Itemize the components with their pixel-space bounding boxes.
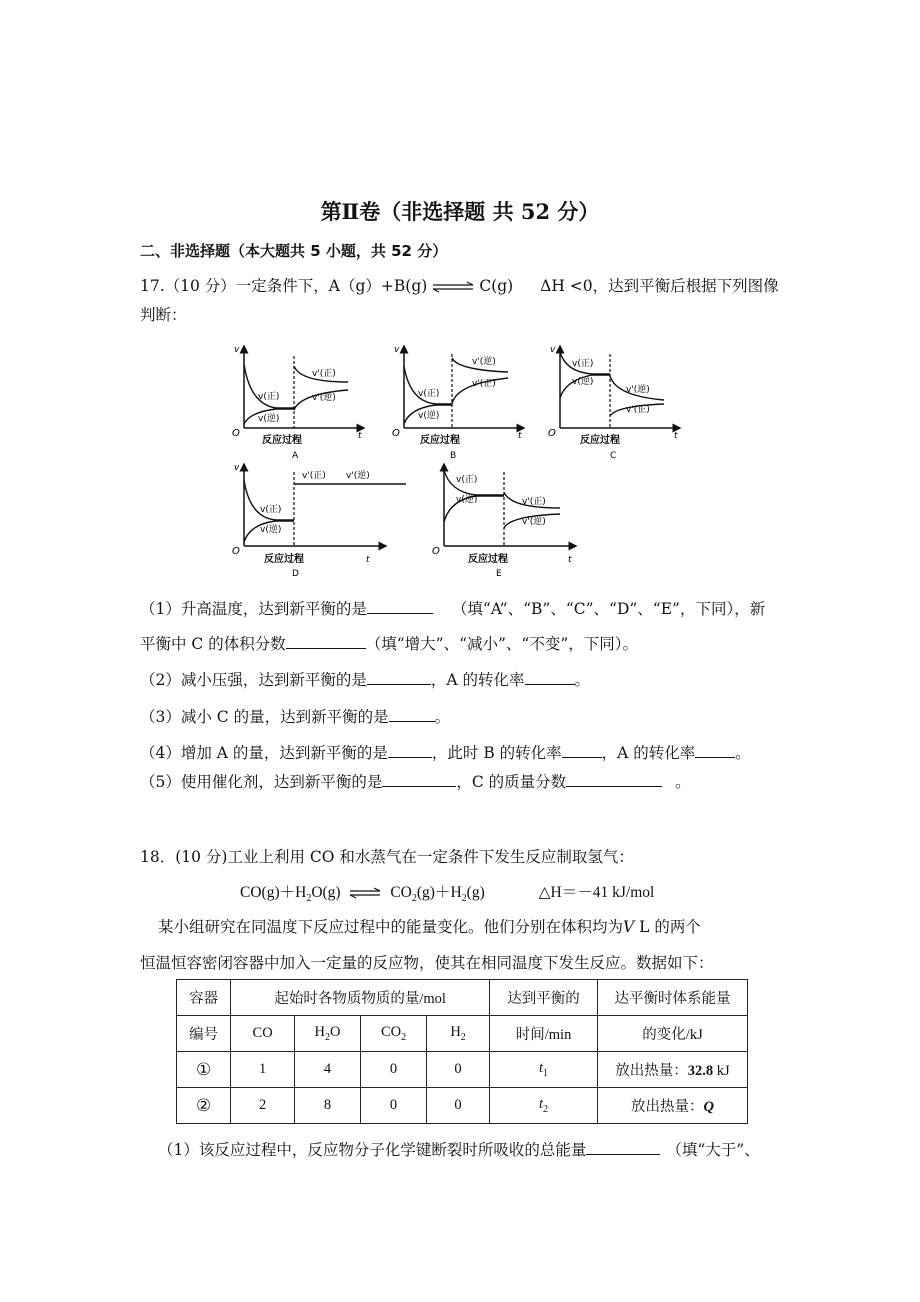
- q18-stem: 18．(10 分)工业上利用 CO 和水蒸气在一定条件下发生反应制取氢气：: [140, 848, 634, 866]
- graph-c-caption: C: [610, 451, 617, 461]
- q17-p1b: （填“A”、“B”、“C”、“D”、“E”，下同），新: [451, 600, 766, 618]
- graph-a-label-v2-zheng: v'(正): [312, 369, 336, 379]
- row2-h2: 0: [427, 1088, 490, 1124]
- row2-energy-label: 放出热量：: [631, 1099, 704, 1115]
- data-table: [176, 979, 748, 1124]
- graph-d-label-v2-ni: v'(逆): [346, 471, 370, 481]
- graph-c: [548, 345, 680, 461]
- graph-d-caption: D: [292, 569, 299, 576]
- table-subheader-row: [177, 1016, 748, 1052]
- q17-p2c: 。: [574, 671, 591, 689]
- answer-blank[interactable]: [388, 743, 432, 758]
- rate-graphs-figure: [218, 336, 798, 576]
- row2-co2: 0: [361, 1088, 427, 1124]
- th-container2: 编号: [177, 1016, 231, 1052]
- q18-para2: 恒温恒容密闭容器中加入一定量的反应物，使其在相同温度下发生反应。数据如下：: [140, 954, 714, 972]
- q18-equation: [240, 880, 654, 904]
- th-h2o-o: O: [329, 1024, 341, 1041]
- answer-blank[interactable]: [695, 743, 735, 758]
- row1-co: 1: [231, 1052, 295, 1088]
- equilibrium-arrow-icon: [431, 281, 475, 293]
- graph-a-caption: A: [292, 451, 299, 461]
- th-h2o-sub: 2: [324, 1031, 330, 1043]
- eq-right3: (g): [466, 884, 485, 901]
- graph-e-label-v-ni: v(逆): [456, 495, 478, 505]
- q17-p3b: 。: [434, 708, 451, 726]
- th-h2-h: H: [450, 1024, 461, 1041]
- graph-c-label-v-ni: v(逆): [572, 377, 594, 387]
- eq-right: CO: [390, 884, 412, 901]
- graph-a-label-v-zheng: v(正): [258, 392, 280, 402]
- row2-h2o: 8: [294, 1088, 360, 1124]
- answer-blank[interactable]: [586, 1140, 660, 1155]
- th-energy2: 的变化/kJ: [598, 1016, 748, 1052]
- row2-no: ②: [177, 1088, 231, 1124]
- q17-p5c: 。: [675, 773, 691, 791]
- graph-e-label-v2-ni: v'(逆): [522, 517, 546, 527]
- eq-right2: (g)＋H: [416, 884, 462, 901]
- graph-b-axis-o: O: [392, 428, 400, 439]
- graph-c-label-v2-zheng: v'(正): [626, 405, 650, 415]
- th-co2: [361, 1016, 427, 1052]
- graph-b-label-v2-zheng: v'(正): [472, 379, 496, 389]
- graph-a-xlabel: 反应过程: [262, 435, 302, 446]
- q17-p4d: 。: [735, 744, 751, 762]
- graph-a-label-v2-ni: v'(逆): [312, 393, 336, 403]
- page-title: 第Ⅱ卷（非选择题 共 52 分）: [320, 199, 600, 224]
- q17-p2b: ，A 的转化率: [430, 671, 525, 689]
- eq-delta-h: △H＝－41 kJ/mol: [538, 884, 655, 901]
- section-heading: 二、非选择题（本大题共 5 小题，共 52 分）: [140, 242, 448, 260]
- row2-energy-value: Q: [703, 1099, 714, 1115]
- th-h2o-h: H: [314, 1024, 325, 1041]
- graph-b: [392, 345, 524, 461]
- row1-energy-value: 32.8: [687, 1063, 714, 1079]
- graph-e: [432, 464, 576, 576]
- q17-p4c: ，A 的转化率: [601, 744, 696, 762]
- row1-energy-unit: kJ: [713, 1063, 730, 1079]
- th-co: CO: [231, 1016, 295, 1052]
- graph-d: [232, 463, 406, 576]
- graph-d-label-v2-zheng: v'(正): [302, 471, 326, 481]
- answer-blank[interactable]: [389, 707, 435, 722]
- row1-h2o: 4: [294, 1052, 360, 1088]
- row2-co: 2: [231, 1088, 295, 1124]
- th-co2-co: CO: [380, 1024, 402, 1041]
- graph-c-label-v-zheng: v(正): [572, 359, 594, 369]
- eq-right-sub: 2: [411, 893, 417, 905]
- graph-d-xlabel: 反应过程: [264, 554, 304, 565]
- q18-p1a: （1）该反应过程中，反应物分子化学键断裂时所吸收的总能量: [158, 1141, 587, 1159]
- q17-part5: [140, 770, 691, 792]
- q17-part1-line2: [140, 632, 638, 654]
- q17-part1-line1: [140, 597, 765, 619]
- graph-d-label-v-zheng: v(正): [260, 505, 282, 515]
- row2-energy: [598, 1088, 748, 1124]
- th-h2-sub: 2: [460, 1031, 466, 1043]
- graph-b-label-v-ni: v(逆): [418, 411, 440, 421]
- row1-h2: 0: [427, 1052, 490, 1088]
- answer-blank[interactable]: [367, 599, 433, 614]
- graph-d-axis-t: t: [366, 555, 370, 565]
- graph-a-axis-o: O: [232, 428, 240, 439]
- th-container1: 容器: [177, 980, 231, 1016]
- graph-b-axis-v: v: [394, 345, 400, 355]
- graph-c-label-v2-ni: v'(逆): [626, 385, 650, 395]
- table-row: [177, 1052, 748, 1088]
- answer-blank[interactable]: [566, 772, 662, 787]
- graph-e-caption: E: [496, 569, 502, 576]
- graph-c-axis-t: t: [674, 431, 678, 441]
- q18-para1a: 某小组研究在同温度下反应过程中的能量变化。他们分别在体积均为: [158, 918, 624, 936]
- graph-c-axis-v: v: [550, 345, 556, 355]
- th-co2-sub: 2: [401, 1031, 407, 1043]
- graph-e-label-v2-zheng: v'(正): [522, 497, 546, 507]
- table-header-row: [177, 980, 748, 1016]
- equilibrium-arrow-icon: [348, 887, 382, 899]
- row1-energy-label: 放出热量：: [615, 1063, 688, 1079]
- graph-b-axis-t: t: [518, 431, 522, 441]
- q17-stem: [140, 274, 779, 296]
- graph-e-axis-t: t: [568, 555, 572, 565]
- q17-stem-b: C(g): [479, 277, 514, 295]
- th-energy1: 达平衡时体系能量: [598, 980, 748, 1016]
- graph-d-axis-o: O: [232, 546, 240, 557]
- graph-a-axis-t: t: [358, 431, 362, 441]
- q17-p4a: （4）增加 A 的量，达到新平衡的是: [140, 744, 388, 762]
- graph-d-label-v-ni: v(逆): [260, 525, 282, 535]
- q17-p3a: （3）减小 C 的量，达到新平衡的是: [140, 708, 389, 726]
- graph-e-xlabel: 反应过程: [468, 554, 508, 565]
- q18-para1b: L 的两个: [634, 918, 701, 936]
- graph-c-axis-o: O: [548, 428, 556, 439]
- q17-stem-a: 17.（10 分）一定条件下，A（g）+B(g): [140, 277, 428, 295]
- row2-time: [490, 1088, 598, 1124]
- q17-p1c: 平衡中 C 的体积分数: [140, 635, 286, 653]
- th-h2o: [294, 1016, 360, 1052]
- graph-d-axis-v: v: [234, 463, 240, 473]
- q17-p2a: （2）减小压强，达到新平衡的是: [140, 671, 367, 689]
- q17-p5a: （5）使用催化剂，达到新平衡的是: [140, 773, 383, 791]
- q18-p1b: （填“大于”、: [666, 1141, 760, 1159]
- th-h2: [427, 1016, 490, 1052]
- q18-para1-v: V: [623, 918, 635, 936]
- row1-energy: [598, 1052, 748, 1088]
- row1-no: ①: [177, 1052, 231, 1088]
- answer-blank[interactable]: [382, 772, 456, 787]
- eq-left: CO(g)＋H: [240, 884, 307, 901]
- eq-right-sub2: 2: [461, 893, 467, 905]
- graph-a: [232, 345, 364, 461]
- q17-p1d: （填“增大”、“减小”、“不变”，下同）。: [365, 635, 639, 653]
- row2-time-sub: 2: [543, 1103, 549, 1115]
- eq-left2: O(g): [311, 884, 341, 901]
- q17-part2: [140, 668, 590, 690]
- q17-part3: [140, 705, 450, 727]
- answer-blank[interactable]: [367, 670, 431, 685]
- q17-p5b: ，C 的质量分数: [456, 773, 567, 791]
- row1-time: [490, 1052, 598, 1088]
- graph-a-axis-v: v: [234, 345, 240, 355]
- answer-blank[interactable]: [286, 634, 366, 649]
- row2-time-t: t: [539, 1096, 544, 1113]
- q17-p1a: （1）升高温度，达到新平衡的是: [140, 600, 367, 618]
- answer-blank[interactable]: [562, 743, 602, 758]
- graph-c-xlabel: 反应过程: [580, 435, 620, 446]
- eq-left-sub: 2: [306, 893, 312, 905]
- th-initial: 起始时各物质物质的量/mol: [231, 980, 490, 1016]
- row1-time-sub: 1: [543, 1067, 549, 1079]
- q18-para1: [158, 915, 701, 937]
- q17-part4: [140, 741, 751, 763]
- th-time2: 时间/min: [490, 1016, 598, 1052]
- graph-b-label-v-zheng: v(正): [418, 389, 440, 399]
- graph-b-xlabel: 反应过程: [420, 435, 460, 446]
- graph-a-label-v-ni: v(逆): [258, 414, 280, 424]
- th-time1: 达到平衡的: [490, 980, 598, 1016]
- q17-stem-line2: 判断：: [140, 306, 187, 324]
- row1-time-t: t: [539, 1060, 544, 1077]
- row1-co2: 0: [361, 1052, 427, 1088]
- graph-e-label-v-zheng: v(正): [456, 475, 478, 485]
- graph-e-axis-o: O: [432, 546, 440, 557]
- graph-b-caption: B: [450, 451, 457, 461]
- graph-b-label-v2-ni: v'(逆): [472, 357, 496, 367]
- answer-blank[interactable]: [525, 670, 575, 685]
- table-row: [177, 1088, 748, 1124]
- q17-p4b: ，此时 B 的转化率: [431, 744, 562, 762]
- q18-part1: [158, 1138, 760, 1160]
- q17-stem-c: ΔH <0，达到平衡后根据下列图像: [540, 277, 779, 295]
